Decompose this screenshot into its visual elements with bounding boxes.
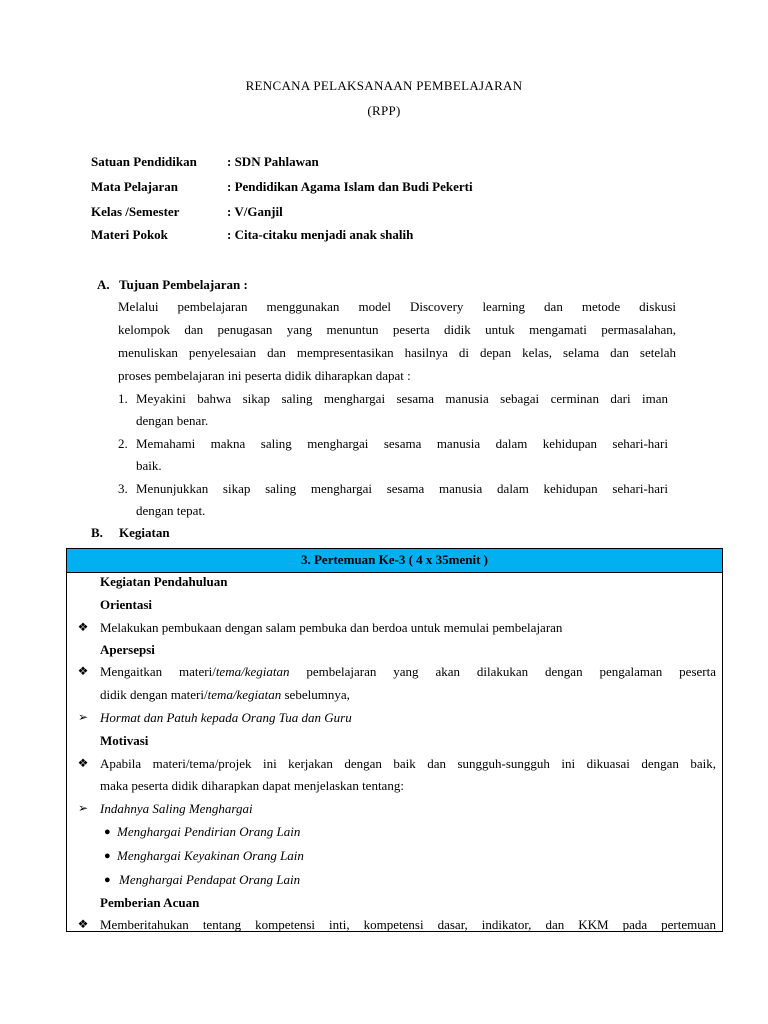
objective-text-cont: baik. bbox=[136, 458, 162, 473]
identity-value: : SDN Pahlawan bbox=[227, 154, 319, 169]
motivasi-heading: Motivasi bbox=[100, 733, 149, 748]
bullet-icon: ● bbox=[104, 826, 111, 838]
motivasi-line: Apabila materi/tema/projek ini kerjakan dengan baik dan sungguh-sungguh ini dikuasai dengan baik, bbox=[100, 756, 716, 771]
paragraph-line: Melalui pembelajaran menggunakan model Discovery learning dan metode diskusi bbox=[118, 299, 676, 314]
objective-text-cont: dengan benar. bbox=[136, 413, 209, 428]
identity-value: : Pendidikan Agama Islam dan Budi Pekerti bbox=[227, 179, 473, 194]
arrow-item: Hormat dan Patuh kepada Orang Tua dan Guru bbox=[100, 710, 352, 725]
diamond-bullet-icon: ❖ bbox=[77, 917, 89, 931]
objective-text: Menunjukkan sikap saling menghargai sesama manusia dalam kehidupan sehari-hari bbox=[136, 481, 668, 496]
identity-value: : V/Ganjil bbox=[227, 204, 283, 219]
objective-number: 1. bbox=[118, 391, 128, 406]
objective-text: Meyakini bahwa sikap saling menghargai sesama manusia sebagai cerminan dari iman bbox=[136, 391, 668, 406]
objective-text: Memahami makna saling menghargai sesama manusia dalam kehidupan sehari-hari bbox=[136, 436, 668, 451]
document-subtitle: (RPP) bbox=[367, 103, 401, 118]
orientasi-heading: Orientasi bbox=[100, 597, 152, 612]
apersepsi-line: Mengaitkan materi/tema/kegiatan pembelajaran yang akan dilakukan dengan pengalaman peserta bbox=[100, 664, 716, 679]
table-header: 3. Pertemuan Ke-3 ( 4 x 35menit ) bbox=[67, 549, 722, 573]
bullet-item: Menghargai Pendapat Orang Lain bbox=[119, 872, 301, 887]
arrow-bullet-icon: ➢ bbox=[77, 801, 89, 815]
acuan-line: Memberitahukan tentang kompetensi inti, kompetensi dasar, indikator, dan KKM pada pertemuan bbox=[100, 917, 716, 932]
apersepsi-line-cont: didik dengan materi/tema/kegiatan sebelumnya, bbox=[100, 687, 350, 702]
objective-number: 2. bbox=[118, 436, 128, 451]
paragraph-line: menuliskan penyelesaian dan mempresentasikan hasilnya di depan kelas, selama dan setelah bbox=[118, 345, 676, 360]
identity-label: Mata Pelajaran bbox=[91, 179, 179, 194]
section-b-marker: B. bbox=[91, 525, 103, 540]
bullet-icon: ● bbox=[104, 850, 111, 862]
section-a-heading: Tujuan Pembelajaran : bbox=[119, 277, 248, 292]
diamond-bullet-icon: ❖ bbox=[77, 756, 89, 770]
pendahuluan-heading: Kegiatan Pendahuluan bbox=[100, 574, 228, 589]
identity-label: Materi Pokok bbox=[91, 227, 168, 242]
bullet-icon: ● bbox=[104, 874, 111, 886]
bullet-item: Menghargai Keyakinan Orang Lain bbox=[117, 848, 304, 863]
objective-number: 3. bbox=[118, 481, 128, 496]
acuan-heading: Pemberian Acuan bbox=[100, 895, 200, 910]
orientasi-item: Melakukan pembukaan dengan salam pembuka dan berdoa untuk memulai pembelajaran bbox=[100, 620, 563, 635]
diamond-bullet-icon: ❖ bbox=[77, 664, 89, 678]
identity-label: Kelas /Semester bbox=[91, 204, 180, 219]
section-b-heading: Kegiatan bbox=[119, 525, 170, 540]
arrow-item: Indahnya Saling Menghargai bbox=[100, 801, 253, 816]
section-a-marker: A. bbox=[97, 277, 110, 292]
bullet-item: Menghargai Pendirian Orang Lain bbox=[117, 824, 301, 839]
document-title: RENCANA PELAKSANAAN PEMBELAJARAN bbox=[245, 78, 523, 93]
arrow-bullet-icon: ➢ bbox=[77, 710, 89, 724]
motivasi-line-cont: maka peserta didik diharapkan dapat menjelaskan tentang: bbox=[100, 778, 404, 793]
paragraph-line: proses pembelajaran ini peserta didik diharapkan dapat : bbox=[118, 368, 411, 383]
paragraph-line: kelompok dan penugasan yang menuntun peserta didik untuk mengamati permasalahan, bbox=[118, 322, 676, 337]
apersepsi-heading: Apersepsi bbox=[100, 642, 155, 657]
objective-text-cont: dengan tepat. bbox=[136, 503, 206, 518]
identity-value: : Cita-citaku menjadi anak shalih bbox=[227, 227, 414, 242]
diamond-bullet-icon: ❖ bbox=[77, 620, 89, 634]
identity-label: Satuan Pendidikan bbox=[91, 154, 197, 169]
